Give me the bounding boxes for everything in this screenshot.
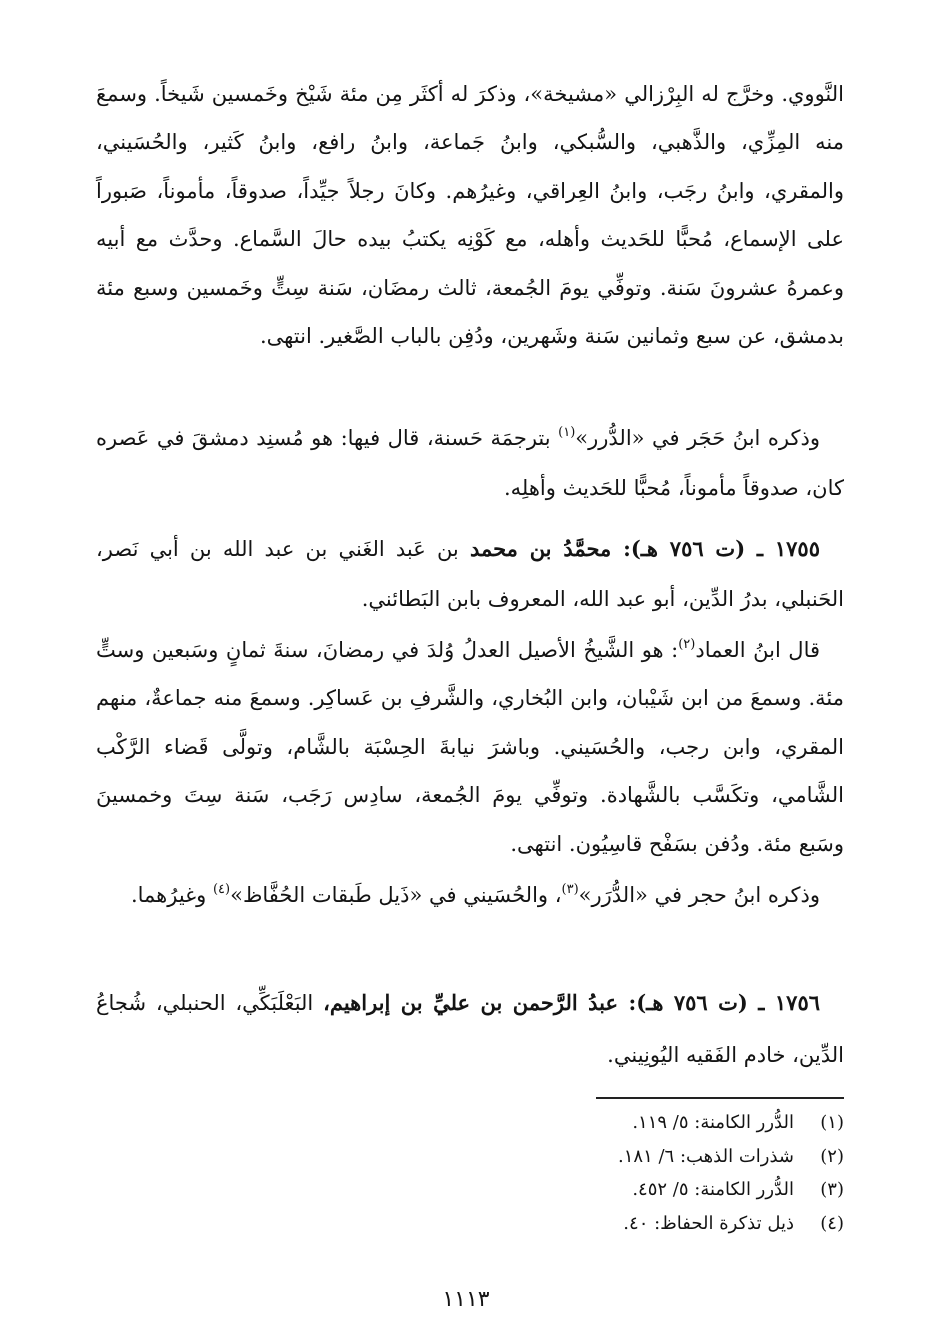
paragraph-text: بترجمَة حَسنة، قال فيها: هو مُسنِد دمشقَ في عَصره كان، صدوقاً مأموناً، مُحبًّا للحَديث وأهلِه.: [96, 426, 844, 500]
paragraph-text: ، والحُسَيني في «ذَيل طَبقات الحُفَّاظ»: [230, 883, 562, 907]
footnote-item: [324, 1140, 844, 1174]
entry-text: البَعْلَبَكِّي، الحنبلي، شُجاعُ الدِّين، خادم الفَقيه اليُونِيني.: [96, 991, 844, 1067]
footnote-number: (١): [820, 1112, 844, 1133]
paragraph-sources-mention: [96, 870, 844, 920]
footnote-text: ذيل تذكرة الحفاظ: ٤٠.: [623, 1212, 794, 1234]
footnote-ref-3[interactable]: (٣): [561, 882, 579, 897]
paragraph-text: وذكره ابنُ حَجَر في «الدُّرر»: [575, 426, 820, 450]
footnote-number: (٢): [820, 1145, 844, 1167]
footnote-item: [324, 1173, 844, 1207]
footnote-ref-1[interactable]: (١): [558, 425, 576, 440]
footnote-ref-2[interactable]: (٢): [678, 637, 696, 652]
paragraph-text: وغيرُهما.: [130, 883, 213, 907]
footnote-divider: [596, 1097, 844, 1099]
paragraph-ibn-al-imad-quote: [96, 626, 844, 868]
footnote-text: شذرات الذهب: ٦/ ١٨١.: [618, 1145, 794, 1167]
paragraph-nawawi-biography: [96, 70, 844, 360]
entry-1756: [96, 977, 844, 1081]
paragraph-text: وذكره ابنُ حجر في «الدُّرَر»: [578, 883, 820, 907]
entry-1755: [96, 524, 844, 624]
entry-text: بن عَبد الغَني بن عبد الله بن أبي نَصر، الحَنبلي، بدرُ الدِّين، أبو عبد الله، المعروف بابن البَطائني.: [96, 537, 844, 611]
page-number: ١١١٣: [442, 1287, 490, 1312]
footnote-number: (٤): [820, 1212, 844, 1234]
footnote-item: [324, 1106, 844, 1140]
footnote-number: (٣): [820, 1179, 844, 1200]
paragraph-text: : هو الشَّيخُ الأصيل العدلُ وُلدَ في رمضانَ، سنةَ ثمانٍ وسَبعين وستٍّ مئة. وسمعَ من ابن شَيْبان، وابن البُخاري، والشَّرفِ بن عَساكِر. وسمعَ منه جماعةٌ، منهم المقري، وابن رجب، والحُسَيني. وباشرَ نيابةَ الحِسْبَة بالشَّام، وتولَّى قَضاء الرَّكْب الشَّامي، وتكَسَّب بالشَّهادة. وتوفِّي يومَ الجُمعة، سادِس رَجَب، سَنة سِتَ وخمسينَ وسَبع مئة. ودُفن بسَفْح قاسِيُون. انتهى.: [96, 638, 844, 856]
footnotes-list: [324, 1106, 844, 1240]
footnote-item: [324, 1207, 844, 1241]
footnote-text: الدُّرر الكامنة: ٥/ ١١٩.: [632, 1112, 794, 1133]
footnote-text: الدُّرر الكامنة: ٥/ ٤٥٢.: [632, 1179, 794, 1200]
entry-heading: ١٧٥٦ ـ (ت ٧٥٦ هـ): عبدُ الرَّحمن بن عليِّ بن إبراهيم،: [323, 990, 821, 1015]
paragraph-text: قال ابنُ العماد: [695, 638, 820, 662]
footnote-ref-4[interactable]: (٤): [212, 882, 231, 897]
paragraph-text: النَّووي. وخرَّج له البِرْزالي «مشيخة»، وذكرَ له أكثَر مِن مئة شَيْخ وخَمسين شَيخاً. وسمعَ منه المِزِّي، والذَّهبي، والسُّبكي، وابنُ جَماعة، وابنُ رافع، وابنُ كَثير، والحُسَيني، والمقري، وابنُ رجَب، وابنُ العِراقي، وغيرُهم. وكانَ رجلاً جيِّداً، صدوقاً، مأموناً، صَبوراً على الإسماع، مُحبًّا للحَديث وأهله، مع كَوْنِه يكتبُ بيده حالَ السَّماع. وحدَّث مع أبيه وعمرهُ عشرونَ سَنة. وتوفِّي يومَ الجُمعة، ثالث رمضَان، سَنة سِتٍّ وخَمسين وسبع مئة بدمشق، عن سبع وثمانين سَنة وشَهرين، ودُفِن بالباب الصَّغير. انتهى.: [96, 82, 844, 349]
entry-heading: ١٧٥٥ ـ (ت ٧٥٦ هـ): محمَّدُ بن محمد: [469, 536, 820, 561]
paragraph-ibn-hajar-mention: [96, 413, 844, 513]
